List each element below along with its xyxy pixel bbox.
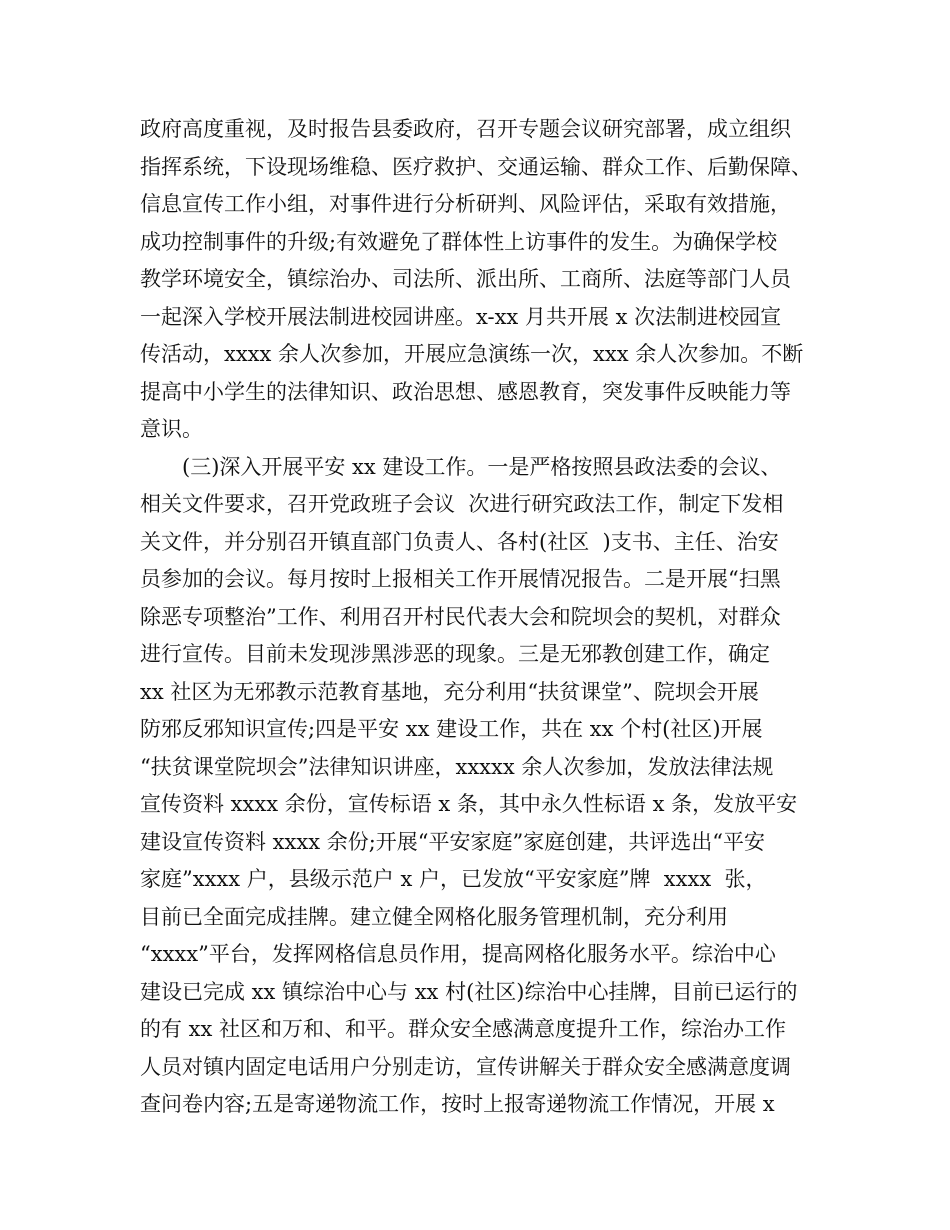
text-line: 一起深入学校开展法制进校园讲座。x-xx 月共开展 x 次法制进校园宣 (140, 304, 782, 329)
text-line: 除恶专项整治”工作、利用召开村民代表大会和院坝会的契机，对群众 (140, 604, 781, 629)
text-line: 建设已完成 xx 镇综治中心与 xx 村(社区)综治中心挂牌，目前已运行的 (140, 979, 798, 1004)
text-line: 政府高度重视，及时报告县委政府，召开专题会议研究部署，成立组织 (140, 117, 791, 141)
text-line: 教学环境安全，镇综治办、司法所、派出所、工商所、法庭等部门人员 (140, 267, 791, 291)
text-line: “扶贫课堂院坝会”法律知识讲座，xxxxx 余人次参加，发放法律法规 (140, 754, 774, 779)
text-line: 宣传资料 xxxx 余份，宣传标语 x 条，其中永久性标语 x 条，发放平安 (140, 792, 798, 816)
text-line: 人员对镇内固定电话用户分别走访，宣传讲解关于群众安全感满意度调 (140, 1054, 791, 1079)
text-line: 建设宣传资料 xxxx 余份;开展“平安家庭”家庭创建，共评选出“平安 (140, 829, 766, 854)
text-line: “xxxx”平台，发挥网格信息员作用，提高网格化服务水平。综治中心 (140, 942, 776, 966)
section-heading-line: (三)深入开展平安 xx 建设工作。一是严格按照县政法委的会议、 (182, 454, 782, 479)
text-line: 提高中小学生的法律知识、政治思想、感恩教育，突发事件反映能力等 (140, 379, 791, 404)
text-line: 信息宣传工作小组，对事件进行分析研判、风险评估，采取有效措施， (140, 192, 791, 216)
text-line: 目前已全面完成挂牌。建立健全网格化服务管理机制，充分利用 (140, 904, 728, 929)
text-line: xx 社区为无邪教示范教育基地，充分利用“扶贫课堂”、院坝会开展 (140, 679, 759, 704)
body-text (140, 111, 840, 1124)
text-line: 员参加的会议。每月按时上报相关工作开展情况报告。二是开展“扫黑 (140, 567, 781, 591)
text-line: 意识。 (140, 417, 203, 441)
text-line: 成功控制事件的升级;有效避免了群体性上访事件的发生。为确保学校 (140, 229, 778, 254)
text-line: 关文件，并分别召开镇直部门负责人、各村(社区 )支书、主任、治安 (140, 529, 779, 554)
text-line: 进行宣传。目前未发现涉黑涉恶的现象。三是无邪教创建工作，确定 (140, 642, 770, 666)
text-line: 家庭”xxxx 户，县级示范户 x 户，已发放“平安家庭”牌 xxxx 张， (140, 867, 767, 891)
text-line: 指挥系统，下设现场维稳、医疗救护、交通运输、群众工作、后勤保障、 (140, 154, 812, 179)
text-line: 相关文件要求，召开党政班子会议 次进行研究政法工作，制定下发相 (140, 492, 784, 516)
text-line: 传活动，xxxx 余人次参加，开展应急演练一次，xxx 余人次参加。不断 (140, 342, 804, 366)
text-line: 查问卷内容;五是寄递物流工作，按时上报寄递物流工作情况，开展 x (140, 1092, 775, 1116)
text-line: 的有 xx 社区和万和、和平。群众安全感满意度提升工作，综治办工作 (140, 1017, 787, 1041)
text-line: 防邪反邪知识宣传;四是平安 xx 建设工作，共在 xx 个村(社区)开展 (140, 717, 763, 741)
